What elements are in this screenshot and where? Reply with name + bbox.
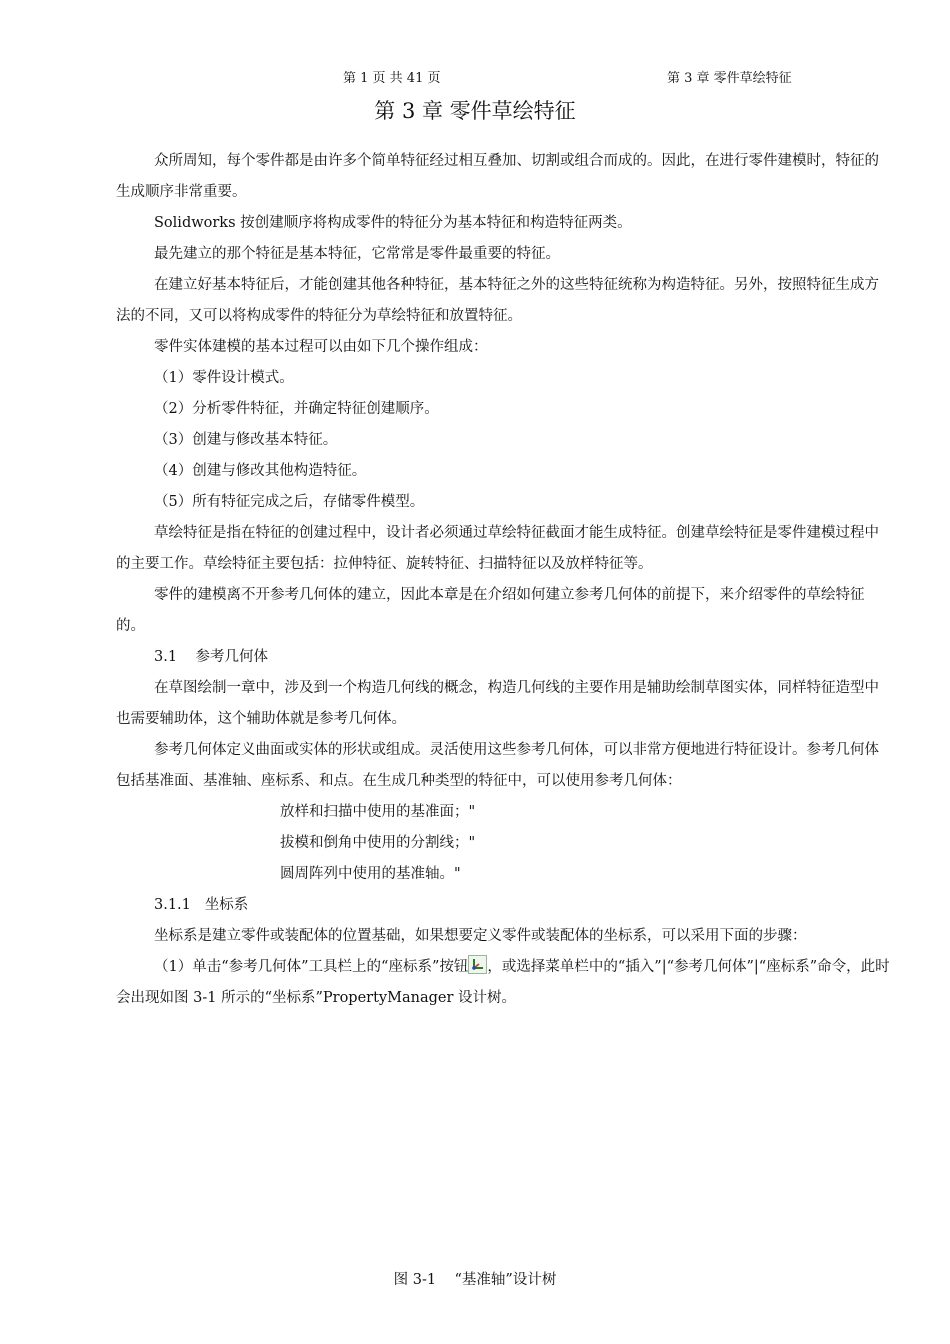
chapter-title: 第 3 章 零件草绘特征 bbox=[374, 99, 576, 123]
step1-text-before: （1）单击“参考几何体”工具栏上的“座标系”按钮 bbox=[154, 959, 469, 975]
paragraph: 在草图绘制一章中，涉及到一个构造几何线的概念，构造几何线的主要作用是辅助绘制草图实体，同样特征造型中也需要辅助体，这个辅助体就是参考几何体。 bbox=[116, 680, 879, 727]
body-text bbox=[116, 146, 892, 1014]
step1-text-after: ，或选择菜单栏中的“插入”|“参考几何体”|“座标系”命令，此时会出现如图 3-1 所示的“坐标系”PropertyManager 设计树。 bbox=[116, 959, 890, 1006]
list-item: （3）创建与修改基本特征。 bbox=[154, 432, 338, 448]
paragraph: 参考几何体定义曲面或实体的形状或组成。灵活使用这些参考几何体，可以非常方便地进行特征设计。参考几何体包括基准面、基准轴、座标系、和点。在生成几种类型的特征中，可以使用参考几何体： bbox=[116, 742, 879, 789]
list-item: （1）零件设计模式。 bbox=[154, 370, 294, 386]
paragraph: 众所周知，每个零件都是由许多个简单特征经过相互叠加、切割或组合而成的。因此，在进行零件建模时，特征的生成顺序非常重要。 bbox=[116, 153, 879, 200]
list-item: （2）分析零件特征，并确定特征创建顺序。 bbox=[154, 401, 439, 417]
paragraph: 草绘特征是指在特征的创建过程中，设计者必须通过草绘特征截面才能生成特征。创建草绘特征是零件建模过程中的主要工作。草绘特征主要包括：拉伸特征、旋转特征、扫描特征以及放样特征等。 bbox=[116, 525, 879, 572]
paragraph: 零件的建模离不开参考几何体的建立，因此本章是在介绍如何建立参考几何体的前提下，来介绍零件的草绘特征的。 bbox=[116, 587, 865, 634]
section-heading-3-1-1: 3.1.1 坐标系 bbox=[154, 897, 249, 913]
paragraph: 零件实体建模的基本过程可以由如下几个操作组成： bbox=[154, 339, 488, 355]
paragraph: 最先建立的那个特征是基本特征，它常常是零件最重要的特征。 bbox=[154, 246, 560, 262]
paragraph: 坐标系是建立零件或装配体的位置基础，如果想要定义零件或装配体的坐标系，可以采用下面的步骤： bbox=[154, 928, 807, 944]
list-item: （5）所有特征完成之后，存储零件模型。 bbox=[154, 494, 425, 510]
bullet-item: 圆周阵列中使用的基准轴。" bbox=[280, 866, 461, 882]
figure-caption: 图 3-1 “基准轴”设计树 bbox=[393, 1272, 557, 1288]
chapter-header: 第 3 章 零件草绘特征 bbox=[667, 71, 792, 86]
paragraph: 在建立好基本特征后，才能创建其他各种特征，基本特征之外的这些特征统称为构造特征。另外，按照特征生成方法的不同，又可以将构成零件的特征分为草绘特征和放置特征。 bbox=[116, 277, 879, 324]
coordinate-system-icon bbox=[468, 955, 487, 974]
section-heading-3-1: 3.1 参考几何体 bbox=[154, 649, 268, 665]
paragraph: Solidworks 按创建顺序将构成零件的特征分为基本特征和构造特征两类。 bbox=[154, 215, 632, 231]
page-number-header: 第 1 页 共 41 页 bbox=[343, 71, 441, 86]
list-item: （4）创建与修改其他构造特征。 bbox=[154, 463, 367, 479]
bullet-item: 放样和扫描中使用的基准面；" bbox=[280, 804, 476, 820]
bullet-item: 拔模和倒角中使用的分割线；" bbox=[280, 835, 476, 851]
paragraph-step-1 bbox=[116, 952, 892, 1014]
